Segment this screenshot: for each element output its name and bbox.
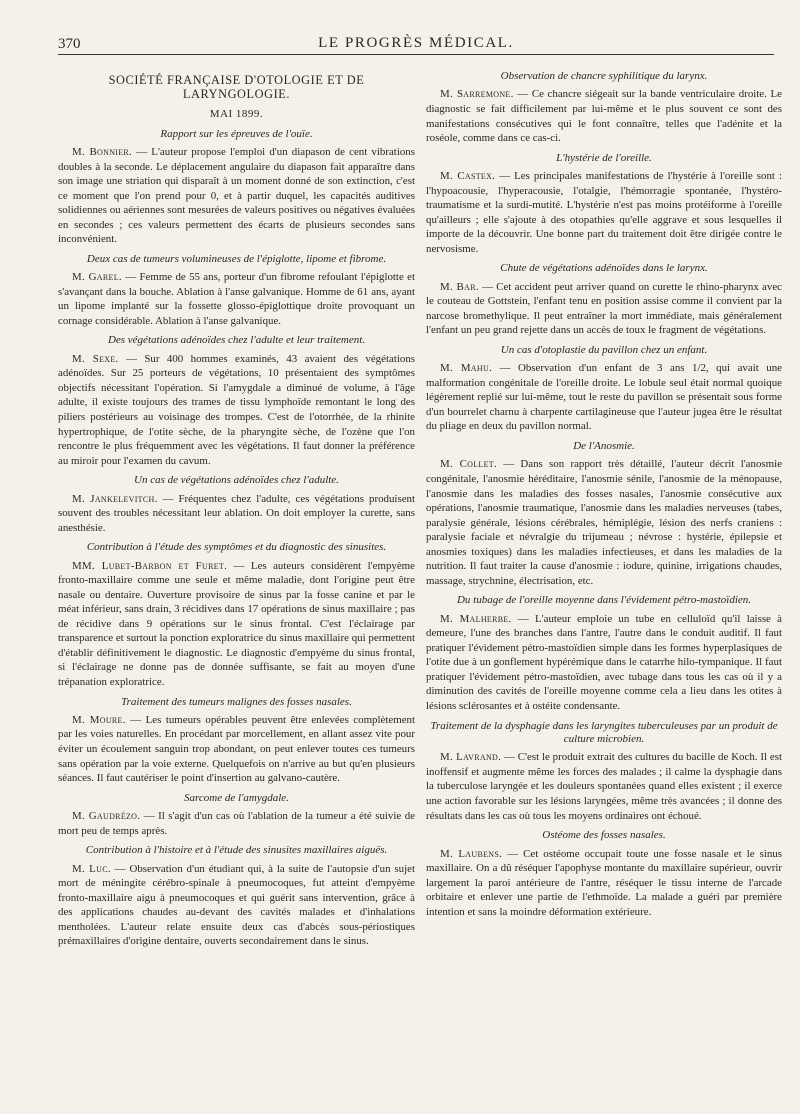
- author-name: M. Bar.: [440, 280, 479, 293]
- section-text: — L'auteur emploie un tube en celluloïd qu'il laisse à demeure, l'une des branches dans l'antre, l'autre dans le conduit auditif. Il faut pratiquer l'évidement pétro-mastoïdien simple dans les formes hyperplasiques de l'otite due à un gonflement hypérémique dans le catarrhe hilo-tympanique. Il faut pratiquer l'évidement pétro-mastoïdien, avec tubage dans tous les cas où il y a diminution des cavités de l'oreille moyenne comme cela a lieu dans les otites à lésions sclérosantes et à ostéite condensante.: [426, 612, 782, 713]
- section-paragraph: [58, 559, 415, 690]
- section-text: — Observation d'un étudiant qui, à la suite de l'autopsie d'un sujet mort de méningite cérébro-spinale à pneumocoques, fut atteint d'empyème fronto-maxillaire aigu à pneumocoques et qui guérit sans intervention, grâce à des applications chaudes au-devant des cavités malades et d'inhalations mentholées. L'auteur relate ensuite deux cas d'abcès sous-périostiques prémaxillaires d'origine dentaire, ouverts secondairement dans le sinus.: [58, 862, 415, 948]
- section-title: Traitement de la dysphagie dans les laryngites tuberculeuses par un produit de culture microbien.: [430, 719, 778, 745]
- author-name: M. Mahu.: [440, 362, 493, 375]
- author-name: M. Laubens.: [440, 847, 503, 860]
- section-title: Rapport sur les épreuves de l'ouïe.: [160, 127, 313, 140]
- running-title: LE PROGRÈS MÉDICAL.: [318, 35, 514, 51]
- section-text: — Fréquentes chez l'adulte, ces végétations produisent souvent des troubles nécessitant leur ablation. On doit employer la curette, sans anesthésie.: [58, 492, 415, 534]
- section-paragraph: [426, 612, 782, 714]
- author-name: M. Garel.: [72, 271, 122, 284]
- section-paragraph: [58, 270, 415, 328]
- section-text: — Femme de 55 ans, porteur d'un fibrome refoulant l'épiglotte et s'avançant dans la bouche. Ablation à l'anse galvanique. Homme de 61 ans, ayant un lipome implanté sur la fossette glosso-épiglottique droite provoquant un cornage considérable. Ablation à l'anse galvanique.: [58, 271, 415, 327]
- section-title: Observation de chancre syphilitique du larynx.: [500, 70, 708, 82]
- page-number: 370: [58, 36, 81, 52]
- section-text: — Cet accident peut arriver quand on curette le rhino-pharynx avec le couteau de Gottstein, l'enfant tenu en position assise comme il convient par la narcose bromethylique. Il peut entraîner la mort immédiate, mais généralement l'enfant un peu grand rejette dans un accès de toux le fragment de végétations.: [426, 280, 782, 337]
- author-name: M. Sarremone.: [440, 88, 514, 101]
- section-title: Un cas de végétations adénoïdes chez l'adulte.: [134, 474, 339, 487]
- right-column: [426, 70, 782, 919]
- section-paragraph: [58, 352, 415, 468]
- author-name: M. Sexe.: [72, 352, 119, 365]
- section-text: — Ce chancre siégeait sur la bande ventriculaire droite. Le diagnostic se fait difficilement par lui-même et le plus souvent ce sont des manifestations consécutives qui le font connaître, telles que l'adénite et la roséole, comme dans ce cas-ci.: [426, 88, 782, 145]
- author-name: M. Bonnier.: [72, 145, 133, 158]
- section-title: Contribution à l'étude des symptômes et du diagnostic des sinusites.: [86, 541, 387, 554]
- section-text: — L'auteur propose l'emploi d'un diapason de cent vibrations doubles à la seconde. Le déplacement angulaire du diapason fait apparaître dans son image une striation qui disparaît à un moment donné de son extinction, c'est ce moment que l'on prend pour 0, et à partir duquel, les capacités auditives solidiennes ou aériennes sont mesurées de valeurs positives ou négatives évaluées en secondes ; ces valeurs permettent des écarts de plusieurs secondes sans inconvénient.: [58, 145, 415, 246]
- section-paragraph: [58, 145, 415, 247]
- section-title: Contribution à l'histoire et à l'étude des sinusites maxillaires aiguës.: [85, 844, 388, 857]
- section-title: Ostéome des fosses nasales.: [542, 829, 666, 842]
- section-title: Traitement des tumeurs malignes des fosses nasales.: [121, 695, 352, 708]
- section-paragraph: [426, 280, 782, 338]
- section-text: — Les auteurs considèrent l'empyème fronto-maxillaire comme une seule et même maladie, dont l'origine peut être nasale ou dentaire. Ouverture provisoire de sinus par la fosse canine et par le méat inférieur, sans drain, 3 récidives dans 17 opérations de sinus maxillaire ; pas de récidive dans 9 opérations sur le sinus frontal. C'est l'éclairage par transparence et surtout la ponction exploratrice du sinus maxillaire qui permettent d'établir définitivement le diagnostic. Le diagnostic d'empyème du sinus frontal, si l'éclairage ne donne pas de donnée suffisante, se fait au moyen d'une trépanation exploratrice.: [58, 559, 415, 688]
- section-paragraph: [426, 847, 782, 920]
- section-title: De l'Anosmie.: [573, 440, 635, 453]
- author-name: M. Collet.: [440, 458, 497, 471]
- section-text: — Les principales manifestations de l'hystérie à l'oreille sont : l'hypoacousie, l'hyperacousie, l'otalgie, l'hémorragie spontanée, l'hystéro-traumatisme et la surdi-mutité. L'hystérie n'est pas moins protéiforme à l'oreille qu'ailleurs ; elle s'ajoute à des otopathies qu'elle aggrave et sous lesquelles il importe de la découvrir. Une bonne part du traitement doit être dirigée contre le nervosisme.: [426, 170, 782, 255]
- author-name: M. Moure.: [72, 713, 126, 726]
- section-title: Sarcome de l'amygdale.: [184, 791, 289, 804]
- author-name: M. Gaudrézo.: [72, 810, 141, 823]
- session-date: MAI 1899.: [209, 108, 264, 120]
- section-paragraph: [58, 809, 415, 838]
- section-title: Chute de végétations adénoïdes dans le larynx.: [500, 262, 708, 275]
- author-name: M. Luc.: [72, 862, 111, 875]
- section-text: — Dans son rapport très détaillé, l'auteur décrit l'anosmie congénitale, l'anosmie héréditaire, l'anosmie sénile, l'anosmie de la ménopause, l'anosmie dans les maladies des fosses nasales, l'anosmie consécutive aux opérations, l'anosmie traumatique, l'anosmie dans les maladies nerveuses (tabes, paralysie générale, lésions cérébrales, hémiplégie, lésion des nerfs craniens : paralysie faciale et névralgie du trijumeau ; névrose : hystérie, épilepsie et anosmies toxiques) dans les maladies infectieuses, et dans les maladies de la nutrition. Il faut traiter la cause d'anosmie : iodure, quinine, irrigations chaudes, massage, strychnine, électrisation, etc.: [426, 458, 782, 587]
- author-name: M. Lavrand.: [440, 751, 502, 764]
- section-text: — Sur 400 hommes examinés, 43 avaient des végétations adénoïdes. Sur 25 porteurs de végétations, 10 présentaient des symptômes objectifs nécessitant l'opération. Si l'amygdale a diminué de volume, à l'âge adulte, il existe toujours des trames de tissu lymphoïde remontant le long des piliers postérieurs au voisinage des trompes. C'est de l'otorrhée, de la rhinite hypertrophique, de l'otite sèche, de la pharyngite sèche, de l'ozène que l'on rencontre le plus fréquemment avec les végétations. Il faut donner la préférence au miroir pour l'examen du cavum.: [58, 352, 416, 467]
- section-text: — Les tumeurs opérables peuvent être enlevées complètement par les voies naturelles. En procédant par morcellement, en allant assez vite pour éviter un écoulement sanguin trop abondant, on peut enlever toutes ces tumeurs sans opération par la voie externe. Quelquefois on n'arrive au but qu'en plusieurs séances. Il faut cautériser le point d'insertion au galvano-cautère.: [58, 713, 416, 785]
- left-column: [58, 70, 415, 949]
- section-title: Deux cas de tumeurs volumineuses de l'épiglotte, lipome et fibrome.: [86, 252, 387, 265]
- author-name: M. Castex.: [440, 170, 496, 182]
- section-text: — Cet ostéome occupait toute une fosse nasale et le sinus maxillaire. On a dû réséquer l'apophyse montante du maxillaire supérieur, ouvrir largement la paroi antérieure de l'antre, réséquer le tissu interne de l'arcade orbitaire et enlever une partie de l'ethmoïde. La malade a guéri par première intention et sans la moindre déformation extérieure.: [426, 847, 782, 918]
- section-paragraph: [426, 457, 782, 588]
- page-header: [58, 34, 774, 55]
- section-paragraph: [426, 361, 782, 434]
- section-paragraph: [58, 492, 415, 536]
- section-title: Du tubage de l'oreille moyenne dans l'évidement pétro-mastoïdien.: [456, 594, 752, 607]
- section-title: Des végétations adénoïdes chez l'adulte et leur traitement.: [107, 334, 366, 347]
- section-title: Un cas d'otoplastie du pavillon chez un enfant.: [500, 343, 708, 356]
- author-name: M. Malherbe.: [440, 612, 512, 625]
- section-paragraph: [58, 862, 415, 949]
- section-paragraph: [426, 750, 782, 823]
- section-text: — Observation d'un enfant de 3 ans 1/2, qui avait une malformation congénitale de l'oreille droite. Le lobule seul était normal quoique légèrement replié sur lui-même, tout le reste du pavillon se présentait sous forme d'un bourrelet charnu à charpente cartilagineuse que l'auteur jugea être le résultat du pliage en deux du pavillon normal.: [426, 362, 782, 433]
- author-name: M. Jankelevitch.: [72, 492, 158, 505]
- section-text: — Il s'agit d'un cas où l'ablation de la tumeur a été suivie de mort peu de temps après.: [58, 810, 415, 837]
- section-paragraph: [426, 87, 782, 145]
- section-text: — C'est le produit extrait des cultures du bacille de Koch. Il est inoffensif et augmente même les forces des malades ; il calme la dysphagie dans la tuberculose laryngée et les douleurs spontanées quand elles existent ; il exerce une action favorable sur les lésions laryngées, même très avancées ; il donne des résultats dans les cas où tous les moyens ordinaires ont échoué.: [426, 751, 782, 822]
- author-name: MM. Lubet-Barbon et Furet.: [72, 559, 228, 572]
- section-paragraph: [426, 169, 782, 256]
- society-title: SOCIÉTÉ FRANÇAISE D'OTOLOGIE ET DE LARYNGOLOGIE.: [108, 73, 365, 101]
- section-paragraph: [58, 713, 415, 786]
- section-title: L'hystérie de l'oreille.: [556, 151, 652, 164]
